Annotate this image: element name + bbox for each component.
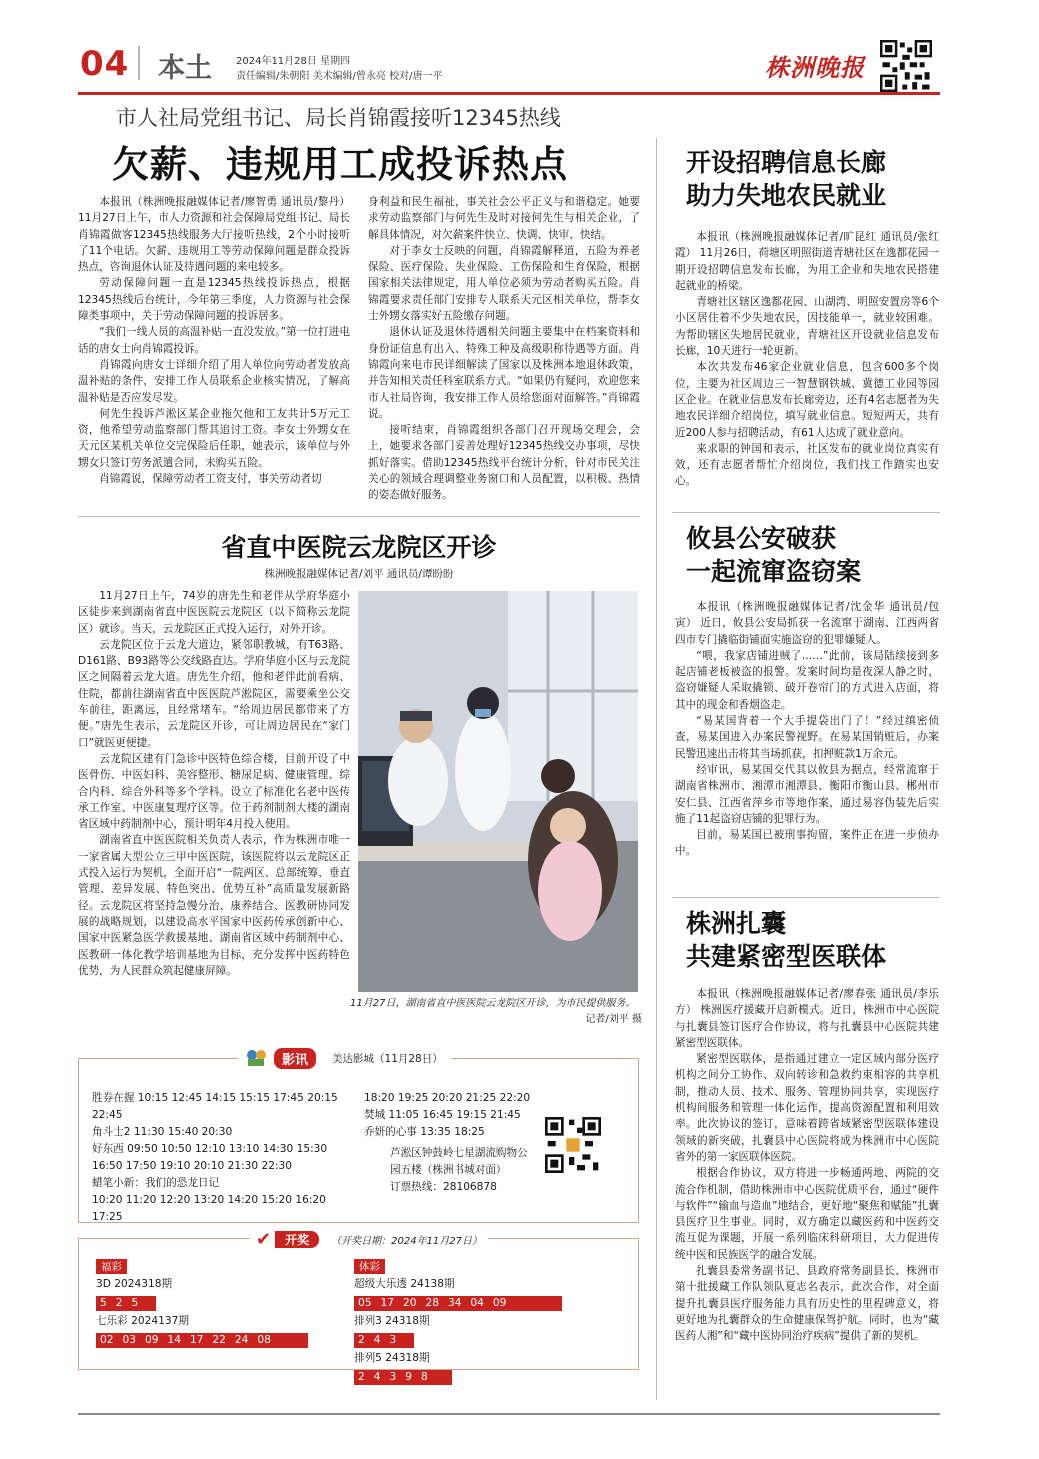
cinema-address: 芦淞区钟鼓岭七星湖流购物公园五楼（株洲书城对面） <box>390 1147 528 1176</box>
hospital-paragraph: 云龙院区位于云龙大道边，紧邻职教城，有T63路、D161路、B93路等公交线路直达。学府华庭小区与云龙院区之间隔着云龙大道。唐先生介绍，他和老伴此前看病、住院，都前往湖南省直中医医院芦淞院区，需要乘坐公交车前往，距离远，且经常堵车。“给周边居民都带来了方便。”唐先生表示，云龙院区开诊，可让周边居民在“家门口”就医更便捷。 <box>78 638 350 749</box>
lead-paragraph: 退休认证及退休待遇相关问题主要集中在档案资料和身份证信息有出入、特殊工种及高级职称待遇等方面。肖锦霞向来电市民详细解读了国家以及株洲本地退休政策，并告知相关责任科室联系方式。“如果仍有疑问，欢迎您来市人社局咨询，我安排工作人员给您面对面解答。”肖锦霞说。 <box>368 326 640 420</box>
lead-paragraph: 劳动保障问题一直是12345热线投诉热点，根据12345热线后台统计，今年第三季度，人力资源与社会保障类事项中，关于劳动保障问题的投诉居多。 <box>78 277 350 323</box>
dlt-title: 超级大乐透 24138期 <box>354 1278 455 1290</box>
lottery-number: 09 <box>144 1334 159 1346</box>
photo-caption <box>350 996 642 1028</box>
ticket-hotline: 订票热线：28106878 <box>390 1181 497 1193</box>
p5-numbers <box>354 1370 452 1385</box>
hospital-paragraph: 11月27日上午，74岁的唐先生和老伴从学府华庭小区徒步来到湖南省直中医医院云龙院区（以下简称云龙院区）就诊。当天，云龙院区正式投入运行，对外开诊。 <box>78 590 350 635</box>
lottery-number: 08 <box>257 1334 271 1346</box>
lead-paragraph: 肖锦霞说，保障劳动者工资支付，事关劳动者切 <box>99 473 322 486</box>
right1-paragraph: 来求职的钟国和表示，社区发布的就业岗位真实有效，还有志愿者帮忙介绍岗位，我们找工作踏实也安心。 <box>675 442 939 488</box>
movie-tag: 影讯 <box>274 1048 316 1069</box>
right2-headline-line2: 一起流窜盗窃案 <box>686 557 862 586</box>
lottery-number: 3 <box>389 1371 397 1383</box>
lead-paragraph: 何先生投诉芦淞区某企业拖欠他和工友共计5万元工资，他希望劳动监察部门帮其追讨工资。李女士外甥女在天元区某机关单位交完保险后任职，她表示，该单位与外甥女只签订劳务派遣合同，未购买五险。 <box>78 407 350 469</box>
right3-headline <box>686 907 886 973</box>
column-divider <box>656 138 657 1400</box>
lottery-date: （开奖日期：2024年11月27日） <box>331 1235 483 1247</box>
movie-line: 22:45 <box>92 1109 123 1121</box>
right2-paragraph: 本报讯（株洲晚报融媒体记者/沈金华 通讯员/包寅） 近日，攸县公安局抓获一名流窜于湖南、江西两省四市专门撬临街铺面实施盗窃的犯罪嫌疑人。 <box>675 601 939 646</box>
movie-line: 10:20 11:20 12:20 13:20 14:20 15:20 16:20 17:25 <box>92 1194 326 1223</box>
movie-schedule-mid <box>364 1090 534 1196</box>
lead-paragraph: 身利益和民生福祉，事关社会公平正义与和谐稳定。她要求劳动监察部门与何先生及时对接何先生与相关企业，了解具体情况，对欠薪案件快立、快调、快审、快结。 <box>368 196 640 241</box>
lottery-number: 2 <box>358 1334 365 1346</box>
p5-title: 排列5 24318期 <box>354 1352 430 1364</box>
right3-paragraph: 根据合作协议，双方将进一步畅通两地、两院的交流合作机制，借助株洲市中心医院优质平台，通过“硬件与软件”“输血与造血”地结合，更好地“聚焦和赋能”扎囊县医疗卫生事业。同时，双方确定以藏医药和中医药交流互促为课题，开展一系列临床科研项目，大力促进传统中医和民族医学的融合发展。 <box>675 1167 939 1261</box>
lottery-number: 2 <box>115 1297 123 1309</box>
cinema-name: 美达影城（11月28日） <box>332 1052 443 1065</box>
lottery-number: 8 <box>421 1371 428 1383</box>
lottery-number: 17 <box>189 1334 204 1346</box>
ticai-label: 体彩 <box>354 1259 385 1274</box>
qr-code-icon <box>880 40 932 92</box>
right3-paragraph: 扎囊县委常务副书记、县政府常务副县长、株洲市第十批援藏工作队领队夏志名表示，此次合作，对全面提升扎囊县医疗服务能力具有历史性的里程碑意义，将更好地为扎囊群众的生命健康保驾护航。同时，也为“藏医药人湘”和“藏中医协同治疗疾病”提供了新的契机。 <box>675 1265 939 1343</box>
movie-line: 胜券在握 10:15 12:45 14:15 15:15 17:45 20:15 <box>92 1092 338 1104</box>
right2-paragraph: 目前，易某国已被刑事拘留，案件正在进一步侦办中。 <box>675 829 939 858</box>
section-separator <box>672 897 940 898</box>
caption-text: 11月27日，湖南省直中医医院云龙院区开诊，为市民提供服务。 <box>350 998 636 1009</box>
lottery-number: 03 <box>122 1334 136 1346</box>
lottery-number: 28 <box>425 1297 439 1309</box>
lottery-tag: 开奖 <box>275 1231 319 1248</box>
right2-body <box>675 599 939 860</box>
lead-paragraph: 接听结束，肖锦霞组织各部门召开现场交理会，会上，她要求各部门妥善处理好12345热线交办事项，尽快抓好落实。借助12345热线平台统计分析，针对市民关注关心的领域合理调整业务窗口和人员配置，以积极、热情的姿态做好服务。 <box>368 424 640 502</box>
lottery-number: 3 <box>389 1334 397 1346</box>
clinic-scene-image <box>358 591 638 992</box>
editors-line: 责任编辑/朱朝阳 美术编辑/曾永亮 校对/唐一平 <box>236 71 443 82</box>
right2-paragraph: “易某国背着一个大手提袋出门了！”经过缜密侦查，易某国进入办案民警视野。在易某国销赃后，办案民警迅速出击将其当场抓获，扣押赃款1万余元。 <box>675 715 939 760</box>
p3-title: 排列3 24318期 <box>354 1315 430 1327</box>
lottery-number: 24 <box>234 1334 249 1346</box>
right1-headline <box>686 146 886 212</box>
paper-logo: 株洲晚报 <box>765 53 865 82</box>
lottery-number: 5 <box>131 1297 139 1309</box>
right1-paragraph: 本报讯（株洲晚报融媒体记者/旷昆红 通讯员/张红霞） 11月26日，荷塘区明照街道青塘社区在逸都花园一期开设招聘信息发布长廊，为用工企业和失地农民搭建起就业的桥梁。 <box>675 231 939 292</box>
lead-column-2 <box>368 194 640 504</box>
lead-paragraph: 本报讯（株洲晚报融媒体记者/廖智勇 通讯员/黎丹） 11月27日上午，市人力资源和社会保障局党组书记、局长肖锦霞做客12345热线服务大厅接听热线，2个小时接听了11个电话。欠薪、违规用工等劳动保障问题是群众投诉热点，咨询退休认证及待遇问题的来电较多。 <box>78 196 350 274</box>
lottery-number: 4 <box>373 1371 381 1383</box>
right1-paragraph: 本次共发布46家企业就业信息，包含600多个岗位，主要为社区周边三一智慧钢铁城、冀德工业园等园区企业。在就业信息发布长廊旁边，还有4名志愿者为失地农民详细介绍岗位，填写就业信息。短短两天，共有近200人参与招聘活动，有61人达成了就业意向。 <box>675 361 939 439</box>
lottery-number: 22 <box>212 1334 226 1346</box>
lead-paragraph: 对于李女士反映的问题，肖锦霞解释道，五险为养老保险、医疗保险、失业保险、工伤保险和生育保险，根据国家相关法律规定，用人单位必须为劳动者购买五险。肖锦霞要求责任部门安排专人联系天元区相关单位，帮李女士外甥女落实好五险缴存问题。 <box>368 244 640 323</box>
lead-paragraph: 肖锦霞向唐女士详细介绍了用人单位向劳动者发放高温补贴的条件，安排工作人员联系企业核实情况，了解高温补贴是否应发尽发。 <box>78 358 350 404</box>
right2-headline <box>686 522 861 588</box>
qlc-title: 七乐彩 2024137期 <box>96 1315 189 1327</box>
movie-schedule-left <box>92 1090 354 1226</box>
hospital-photo <box>358 591 638 992</box>
movie-line: 乔妍的心事 13:35 18:25 <box>364 1126 485 1138</box>
qlc-numbers <box>96 1333 308 1348</box>
movie-qr-code-icon <box>545 1117 601 1173</box>
movie-line: 角斗士2 11:30 15:40 20:30 <box>92 1126 233 1138</box>
lottery-number: 2 <box>358 1371 365 1383</box>
lottery-number: 34 <box>447 1297 462 1309</box>
lottery-number: 5 <box>100 1297 107 1309</box>
right1-paragraph: 青塘社区辖区逸都花园、山湖湾、明照安置房等6个小区居住着不少失地农民，因技能单一，就业较困难。为帮助辖区失地居民就业，青塘社区开设就业信息发布长廊，10天进行一轮更新。 <box>675 296 939 358</box>
lead-kicker: 市人社局党组书记、局长肖锦霞接听12345热线 <box>116 106 561 130</box>
p3-numbers <box>354 1333 414 1348</box>
right1-headline-line1: 开设招聘信息长廊 <box>686 148 887 177</box>
header-rule <box>78 92 940 95</box>
movie-line: 焚城 11:05 16:45 19:15 21:45 <box>364 1109 521 1121</box>
movie-line: 18:20 19:25 20:20 21:25 22:20 <box>364 1092 531 1104</box>
lottery-number: 05 <box>358 1297 372 1309</box>
section-separator <box>672 512 940 513</box>
lead-headline: 欠薪、违规用工成投诉热点 <box>112 143 568 186</box>
right3-paragraph: 本报讯（株洲晚报融媒体记者/廖春张 通讯员/李乐方） 株洲医疗援藏开启新模式。近日，株洲市中心医院与扎囊县签订医疗合作协议，将与扎囊县中心医院共建紧密型医联体。 <box>675 988 939 1049</box>
photo-credit: 记者/刘平 摄 <box>585 1014 642 1025</box>
hospital-headline: 省直中医院云龙院区开诊 <box>221 533 497 562</box>
lottery-number: 20 <box>402 1297 417 1309</box>
right3-body <box>675 986 939 1345</box>
footer-rule <box>78 1413 940 1415</box>
right1-body <box>675 229 939 490</box>
right2-paragraph: “喂，我家店铺进贼了……”此前，该局陆续接到多起店铺老板被盗的报警。发案时间均是夜深人静之时，盗窃嫌疑人采取撬锁、破开卷帘门的方式进入店面，将其中的现金和香烟盗走。 <box>675 649 939 711</box>
lottery-number: 9 <box>405 1371 412 1383</box>
ticai-group <box>354 1255 624 1385</box>
fucai-group <box>96 1255 346 1348</box>
hospital-column <box>78 588 350 979</box>
film-reel-icon <box>246 1049 268 1067</box>
lottery-box-title <box>250 1228 488 1250</box>
lead-column-1 <box>78 194 350 487</box>
right2-paragraph: 经审讯，易某国交代其以攸县为据点，经常流窜于湖南省株洲市、湘潭市湘潭县、衡阳市衡山县、郴州市安仁县、江西省萍乡市等地作案，通过易容伪装先后实施了11起盗窃店铺的犯罪行为。 <box>675 763 939 825</box>
movie-line: 好东西 09:50 10:50 12:10 13:10 14:30 15:30 <box>92 1143 328 1155</box>
movie-box-title <box>238 1046 451 1070</box>
lottery-number: 17 <box>380 1297 394 1309</box>
fucai-label: 福彩 <box>96 1259 127 1274</box>
hospital-byline: 株洲晚报融媒体记者/刘平 通讯员/谭盼盼 <box>264 568 454 580</box>
right3-headline-line1: 株洲扎囊 <box>686 909 787 938</box>
hospital-paragraph: 云龙院区建有门急诊中医特色综合楼，目前开设了中医骨伤、中医妇科、美容整形、糖尿足病、健康管理、综合内科、综合外科等多个学科。设立了标准化名老中医传承工作室、中医康复理疗区等。位于药剂制剂大楼的湖南省区域中药制剂中心，预计明年4月投入使用。 <box>78 752 350 831</box>
movie-line: 16:50 17:50 19:10 20:10 21:30 22:30 <box>92 1160 293 1172</box>
hospital-paragraph: 湖南省直中医医院相关负责人表示，作为株洲市唯一一家省属大型公立三甲中医医院，该医院将以云龙院区正式投入运行为契机，全面开启“一院两区、总部统筹、垂直管理、差异发展、特色突出、优势互补”高质量发展新路径。云龙院区将坚持急慢分治、康养结合、医教研协同发展的战略规划，以建设高水平国家中医药传承创新中心、国家中医紧急医学救援基地、湖南省区域中药制剂中心、医教研一体化教学培训基地为目标，充分发挥中医药特色优势，为人民群众筑起健康屏障。 <box>78 834 350 977</box>
lottery-number: 04 <box>470 1297 484 1309</box>
dlt-numbers <box>354 1296 562 1311</box>
check-icon: ✔ <box>256 1228 272 1250</box>
right3-paragraph: 紧密型医联体，是指通过建立一定区域内部分医疗机构之间分工协作、双向转诊和急救约束相容的共享机制，推动人员、技术、服务、管理协同共享，实现医疗机构间服务和管理一体化运作，提高资源配置和利用效率。此次协议的签订，意味着跨省域紧密型医联体建设领域的新突破，扎囊县中心医院将成为株洲市中心医院省外的第一家医联体医院。 <box>675 1053 939 1163</box>
d3-title: 3D 2024318期 <box>96 1278 173 1290</box>
date-line: 2024年11月28日 星期四 <box>236 56 351 67</box>
movie-line: 蜡笔小新：我们的恐龙日记 <box>92 1177 220 1189</box>
header-divider <box>138 46 140 80</box>
lottery-number: 14 <box>167 1334 181 1346</box>
section-title: 本土 <box>158 53 212 84</box>
right2-headline-line1: 攸县公安破获 <box>686 524 837 553</box>
right3-headline-line2: 共建紧密型医联体 <box>686 942 887 971</box>
lottery-number: 09 <box>492 1297 507 1309</box>
lead-paragraph: “我们一线人员的高温补贴一直没发放。”第一位打进电话的唐女士向肖锦霞投诉。 <box>78 326 350 355</box>
lottery-number: 4 <box>373 1334 381 1346</box>
page-number: 04 <box>80 44 130 84</box>
section-separator <box>78 516 640 517</box>
right1-headline-line2: 助力失地农民就业 <box>686 181 887 210</box>
d3-numbers <box>96 1296 156 1311</box>
lottery-number: 02 <box>100 1334 114 1346</box>
